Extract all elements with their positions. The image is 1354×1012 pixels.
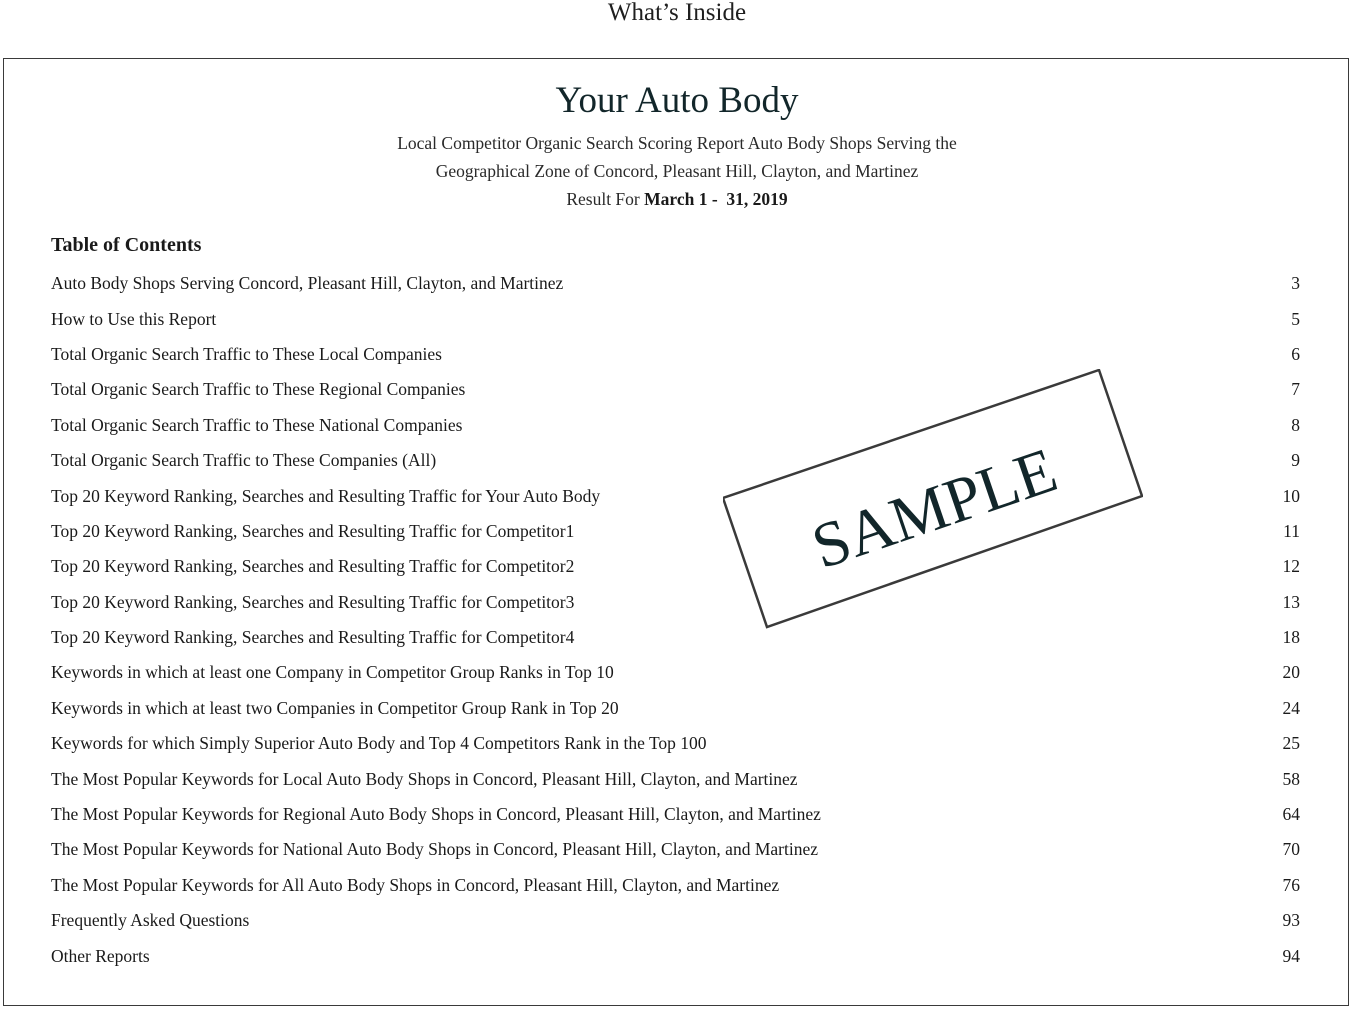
toc-item[interactable] xyxy=(51,301,1300,336)
toc-item-page-number: 12 xyxy=(1282,556,1300,577)
toc-item[interactable] xyxy=(51,761,1300,796)
toc-item[interactable] xyxy=(51,372,1300,407)
sample-stamp-text: SAMPLE xyxy=(803,433,1066,583)
toc-item-label: Total Organic Search Traffic to These Regional Companies xyxy=(51,379,466,400)
report-subtitle xyxy=(0,129,1354,213)
toc-item-page-number: 25 xyxy=(1282,733,1300,754)
toc-item-page-number: 8 xyxy=(1291,414,1300,435)
toc-item-page-number: 64 xyxy=(1282,804,1300,825)
toc-item-page-number: 94 xyxy=(1282,945,1300,966)
toc-item-page-number: 11 xyxy=(1283,520,1300,541)
toc-item-page-number: 20 xyxy=(1282,662,1300,683)
toc-item-label: How to Use this Report xyxy=(51,308,217,329)
toc-item-page-number: 9 xyxy=(1291,450,1300,471)
toc-item[interactable] xyxy=(51,408,1300,443)
toc-item[interactable] xyxy=(51,868,1300,903)
toc-item[interactable] xyxy=(51,903,1300,938)
toc-item-label: Top 20 Keyword Ranking, Searches and Resulting Traffic for Competitor2 xyxy=(51,556,575,577)
toc-item-page-number: 93 xyxy=(1282,910,1300,931)
subtitle-line-1: Local Competitor Organic Search Scoring Report Auto Body Shops Serving the xyxy=(397,133,957,153)
toc-item-page-number: 24 xyxy=(1282,697,1300,718)
toc-item[interactable] xyxy=(51,549,1300,584)
toc-item[interactable] xyxy=(51,691,1300,726)
toc-item[interactable] xyxy=(51,620,1300,655)
toc-item-label: Top 20 Keyword Ranking, Searches and Resulting Traffic for Competitor4 xyxy=(51,627,575,648)
toc-item-label: Other Reports xyxy=(51,945,150,966)
toc-item[interactable] xyxy=(51,337,1300,372)
result-prefix: Result For xyxy=(566,189,640,209)
toc-item[interactable] xyxy=(51,266,1300,301)
toc-item-page-number: 18 xyxy=(1282,627,1300,648)
toc-heading: Table of Contents xyxy=(51,234,202,256)
toc-item-page-number: 13 xyxy=(1282,591,1300,612)
toc-item-label: The Most Popular Keywords for Local Auto Body Shops in Concord, Pleasant Hill, Clayton, and Martinez xyxy=(51,768,798,789)
toc-item-label: Keywords in which at least two Companies in Competitor Group Rank in Top 20 xyxy=(51,697,619,718)
toc-item-page-number: 70 xyxy=(1282,839,1300,860)
toc-item[interactable] xyxy=(51,443,1300,478)
toc-item-label: The Most Popular Keywords for All Auto Body Shops in Concord, Pleasant Hill, Clayton, and Martinez xyxy=(51,874,780,895)
toc-item-label: Top 20 Keyword Ranking, Searches and Resulting Traffic for Competitor3 xyxy=(51,591,575,612)
toc-item-page-number: 6 xyxy=(1291,343,1300,364)
report-title: Your Auto Body xyxy=(555,80,799,121)
toc-item[interactable] xyxy=(51,514,1300,549)
toc-list xyxy=(51,266,1300,974)
page-heading: What’s Inside xyxy=(607,0,747,26)
toc-item[interactable] xyxy=(51,726,1300,761)
toc-item[interactable] xyxy=(51,797,1300,832)
toc-item[interactable] xyxy=(51,938,1300,973)
toc-item-label: Keywords in which at least one Company in Competitor Group Ranks in Top 10 xyxy=(51,662,614,683)
toc-item-label: The Most Popular Keywords for National Auto Body Shops in Concord, Pleasant Hill, Clayton, and Martinez xyxy=(51,839,818,860)
toc-item-label: Total Organic Search Traffic to These Local Companies xyxy=(51,343,442,364)
toc-item-page-number: 58 xyxy=(1282,768,1300,789)
toc-item-page-number: 3 xyxy=(1291,273,1300,294)
toc-item[interactable] xyxy=(51,585,1300,620)
toc-item-label: Top 20 Keyword Ranking, Searches and Resulting Traffic for Competitor1 xyxy=(51,520,575,541)
toc-item[interactable] xyxy=(51,478,1300,513)
toc-item-label: Total Organic Search Traffic to These National Companies xyxy=(51,414,463,435)
toc-item[interactable] xyxy=(51,655,1300,690)
toc-item-page-number: 76 xyxy=(1282,874,1300,895)
toc-item-label: Auto Body Shops Serving Concord, Pleasant Hill, Clayton, and Martinez xyxy=(51,273,564,294)
toc-item-label: The Most Popular Keywords for Regional Auto Body Shops in Concord, Pleasant Hill, Clayton, and Martinez xyxy=(51,804,821,825)
subtitle-line-2: Geographical Zone of Concord, Pleasant Hill, Clayton, and Martinez xyxy=(435,161,919,181)
toc-item-label: Total Organic Search Traffic to These Companies (All) xyxy=(51,450,437,471)
result-line xyxy=(0,185,1354,213)
toc-item-page-number: 7 xyxy=(1291,379,1300,400)
toc-item-label: Top 20 Keyword Ranking, Searches and Resulting Traffic for Your Auto Body xyxy=(51,485,601,506)
toc-item-page-number: 5 xyxy=(1291,308,1300,329)
toc-item-label: Keywords for which Simply Superior Auto Body and Top 4 Competitors Rank in the Top 100 xyxy=(51,733,707,754)
toc-item-label: Frequently Asked Questions xyxy=(51,910,250,931)
toc-item[interactable] xyxy=(51,832,1300,867)
result-dates: March 1 - 31, 2019 xyxy=(644,189,788,209)
toc-item-page-number: 10 xyxy=(1282,485,1300,506)
